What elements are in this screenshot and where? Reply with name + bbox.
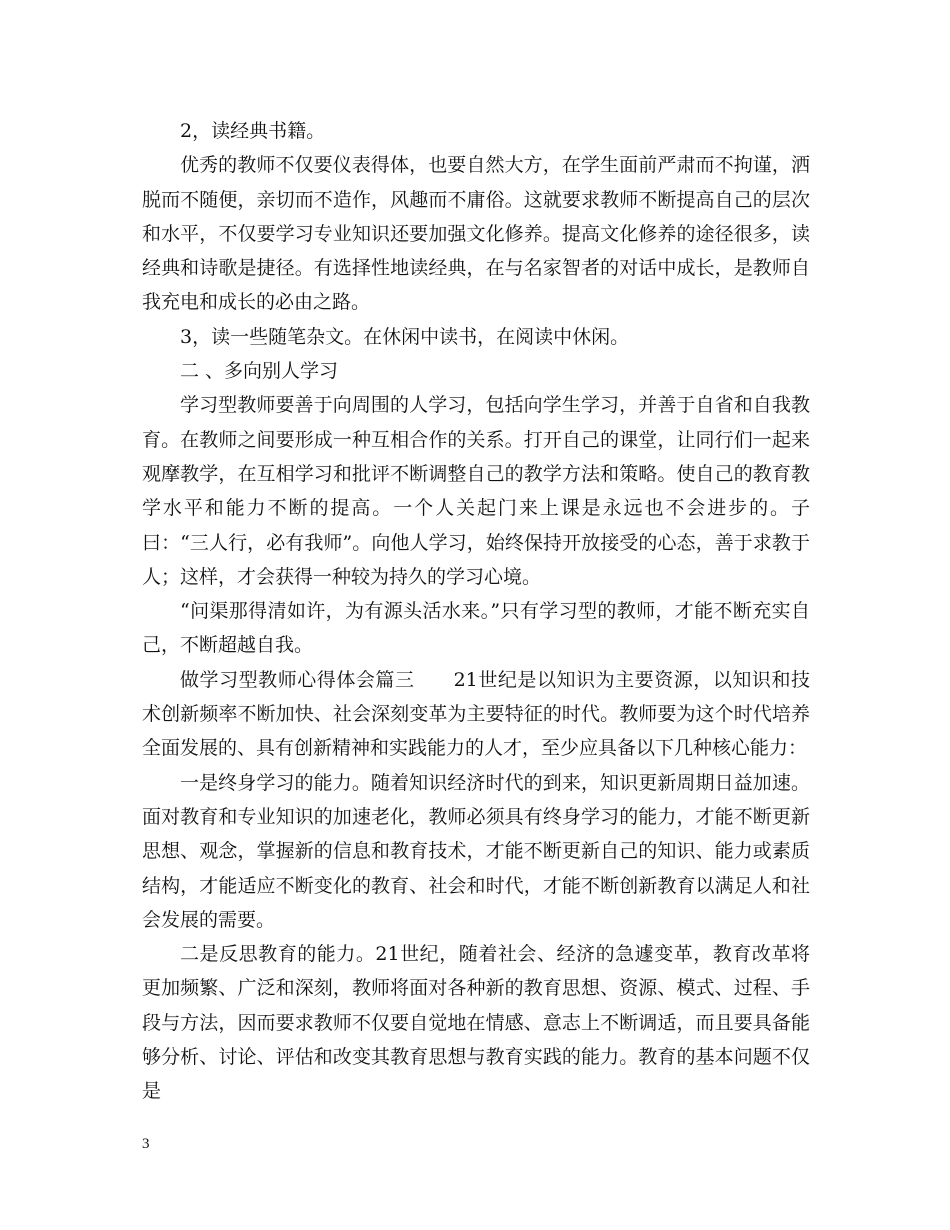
paragraph-poem-quote: “问渠那得清如许，为有源头活水来。”只有学习型的教师，才能不断充实自己，不断超越自我。: [142, 600, 810, 657]
paragraph-learn-from-others-body: 学习型教师要善于向周围的人学习，包括向学生学习，并善于自省和自我教育。在教师之间要形成一种互相合作的关系。打开自己的课堂，让同行们一起来观摩教学，在互相学习和批评不断调整自己的教学方法和策略。使自己的教育教学水平和能力不断的提高。一个人关起门来上课是永远也不会进步的。子曰：“三人行，必有我师”。向他人学习，始终保持开放接受的心态，善于求教于人；这样，才会获得一种较为持久的学习心境。: [142, 394, 810, 588]
document-body: [142, 114, 810, 1109]
paragraph-read-classics-heading: 2，读经典书籍。: [180, 120, 326, 142]
section-heading-learn-from-others: 二 、多向别人学习: [180, 360, 339, 383]
paragraph-lifelong-learning: 一是终身学习的能力。随着知识经济时代的到来，知识更新周期日益加速。面对教育和专业知识的加速老化，教师必须具有终身学习的能力，才能不断更新思想、观念，掌握新的信息和教育技术，才能不断更新自己的知识、能力或素质结构，才能适应不断变化的教育、社会和时代，才能不断创新教育以满足人和社会发展的需要。: [142, 771, 810, 931]
paragraph-read-essays: 3，读一些随笔杂文。在休闲中读书，在阅读中休闲。: [180, 325, 630, 348]
paragraph-part-three-intro: 做学习型教师心得体会篇三 21世纪是以知识为主要资源，以知识和技术创新频率不断加快、社会深刻变革为主要特征的时代。教师要为这个时代培养全面发展的、具有创新精神和实践能力的人才，至少应具备以下几种核心能力：: [142, 668, 810, 760]
page-number: 3: [142, 1136, 150, 1152]
paragraph-reflective-teaching: 二是反思教育的能力。21世纪，随着社会、经济的急遽变革，教育改革将更加频繁、广泛和深刻，教师将面对各种新的教育思想、资源、模式、过程、手段与方法，因而要求教师不仅要自觉地在情感、意志上不断调适，而且要具备能够分析、讨论、评估和改变其教育思想与教育实践的能力。教育的基本问题不仅是: [142, 943, 810, 1103]
paragraph-read-classics-body: 优秀的教师不仅要仪表得体，也要自然大方，在学生面前严肃而不拘谨，洒脱而不随便，亲切而不造作，风趣而不庸俗。这就要求教师不断提高自己的层次和水平，不仅要学习专业知识还要加强文化修养。提高文化修养的途径很多，读经典和诗歌是捷径。有选择性地读经典，在与名家智者的对话中成长，是教师自我充电和成长的必由之路。: [142, 154, 810, 314]
